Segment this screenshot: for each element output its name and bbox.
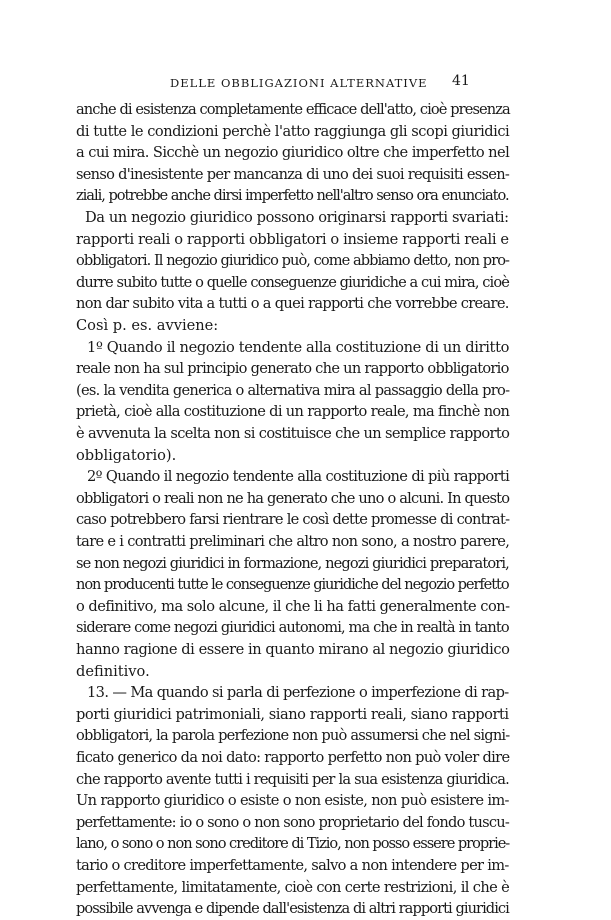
text-line: lano, o sono o non sono creditore di Tizio, non posso essere proprie- — [76, 835, 510, 853]
text-line: tare e i contratti preliminari che altro non sono, a nostro parere, — [76, 533, 510, 550]
text-line: Un rapporto giuridico o esiste o non esiste, non può esistere im- — [76, 792, 509, 810]
text-line: obbligatorio). — [76, 446, 177, 464]
text-line: anche di esistenza completamente efficace dell'atto, cioè presenza — [76, 101, 510, 118]
text-line: non dar subito vita a tutti o a quei rapporti che vorrebbe creare. — [76, 295, 509, 313]
text-line: durre subito tutte o quelle conseguenze giuridiche a cui mira, cioè — [76, 273, 509, 291]
text-line: reale non ha sul principio generato che un rapporto obbligatorio — [76, 360, 509, 378]
text-line: Da un negozio giuridico possono originarsi rapporti svariati: — [85, 209, 509, 226]
text-line: è avvenuta la scelta non si costituisce che un semplice rapporto — [76, 425, 510, 442]
text-line: hanno ragione di essere in quanto mirano al negozio giuridico — [76, 641, 510, 658]
text-line: ficato generico da noi dato: rapporto perfetto non può voler dire — [76, 749, 510, 766]
text-line: 2º Quando il negozio tendente alla costituzione di più rapporti — [87, 468, 510, 486]
text-line: o definitivo, ma solo alcune, il che li ha fatti generalmente con- — [76, 597, 510, 615]
text-line: perfettamente, limitatamente, cioè con certe restrizioni, il che è — [76, 878, 510, 896]
text-line: porti giuridici patrimoniali, siano rapporti reali, siano rapporti — [76, 705, 509, 723]
text-line: caso potrebbero farsi rientrare le così dette promesse di contrat- — [76, 511, 510, 529]
text-line: possibile avvenga e dipende dall'esistenza di altri rapporti giuridici — [76, 900, 509, 918]
text-line: definitivo. — [76, 662, 150, 680]
text-line: obbligatori. Il negozio giuridico può, come abbiamo detto, non pro- — [76, 252, 510, 270]
text-line: siderare come negozi giuridici autonomi, ma che in realtà in tanto — [76, 619, 509, 637]
text-line: prietà, cioè alla costituzione di un rapporto reale, ma finchè non — [76, 403, 510, 421]
text-line: obbligatori, la parola perfezione non può assumersi che nel signi- — [76, 727, 510, 745]
page-number: 41 — [452, 73, 470, 89]
text-line: a cui mira. Sicchè un negozio giuridico oltre che imperfetto nel — [76, 144, 510, 162]
running-head: DELLE OBBLIGAZIONI ALTERNATIVE — [170, 76, 428, 90]
text-line: non producenti tutte le conseguenze giuridiche del negozio perfetto — [76, 576, 509, 594]
text-line: perfettamente: io o sono o non sono proprietario del fondo tuscu- — [76, 813, 509, 831]
text-line: che rapporto avente tutti i requisiti per la sua esistenza giuridica. — [76, 770, 509, 788]
text-line: ziali, potrebbe anche dirsi imperfetto nell'altro senso ora enunciato. — [76, 187, 509, 205]
text-line: obbligatori o reali non ne ha generato che uno o alcuni. In questo — [76, 489, 510, 507]
text-line: senso d'inesistente per mancanza di uno dei suoi requisiti essen- — [76, 165, 510, 183]
text-line: Così p. es. avviene: — [76, 317, 219, 334]
text-line: 1º Quando il negozio tendente alla costituzione di un diritto — [87, 338, 510, 356]
text-line: 13. — Ma quando si parla di perfezione o imperfezione di rap- — [87, 684, 509, 702]
text-line: tario o creditore imperfettamente, salvo a non intendere per im- — [76, 857, 509, 874]
text-line: (es. la vendita generica o alternativa mira al passaggio della pro- — [76, 381, 510, 399]
text-line: di tutte le condizioni perchè l'atto raggiunga gli scopi giuridici — [76, 122, 510, 140]
text-line: se non negozi giuridici in formazione, negozi giuridici preparatori, — [76, 554, 509, 572]
text-line: rapporti reali o rapporti obbligatori o insieme rapporti reali e — [76, 230, 509, 248]
